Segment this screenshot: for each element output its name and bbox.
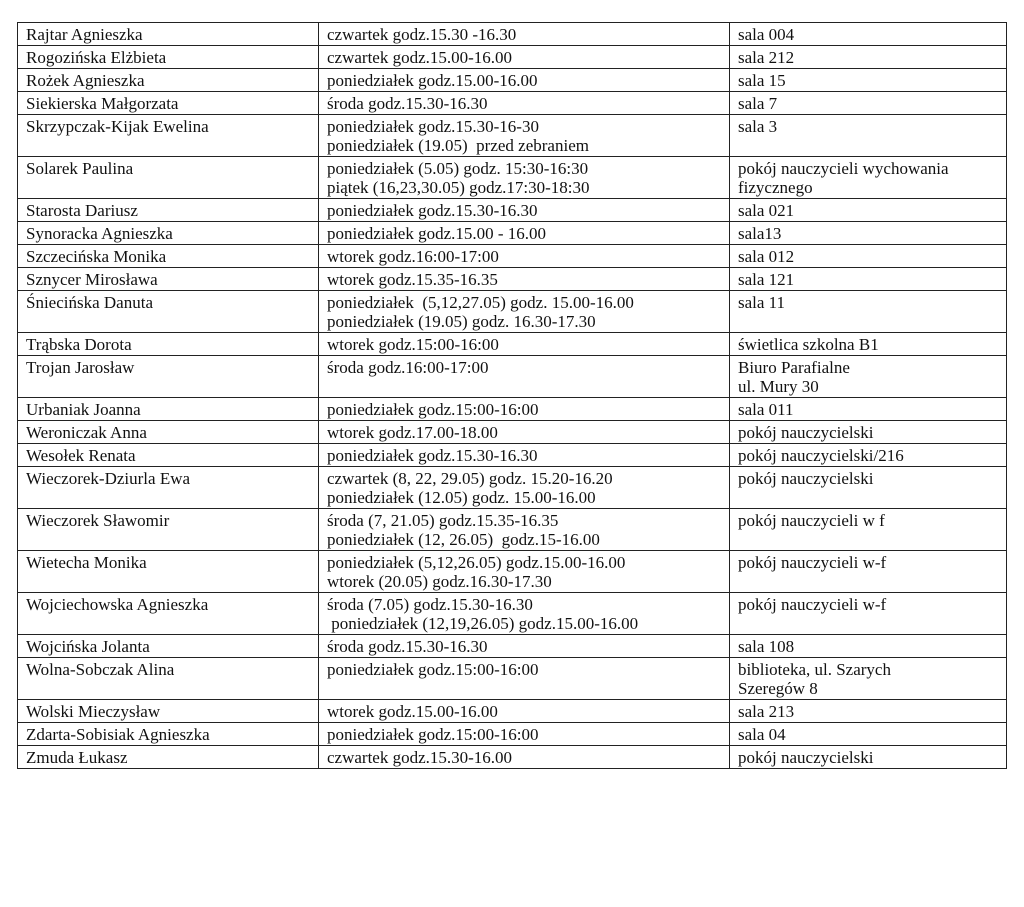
consultation-time-cell: [319, 398, 730, 421]
consultation-time-line: poniedziałek godz.15:00-16:00: [327, 660, 539, 679]
consultation-time-cell: [319, 268, 730, 291]
consultation-time-line: wtorek (20.05) godz.16.30-17.30: [327, 572, 552, 591]
consultation-time-line: poniedziałek godz.15:00-16:00: [327, 725, 539, 744]
teacher-name-cell: Wojciechowska Agnieszka: [18, 593, 319, 635]
consultation-time-cell: [319, 723, 730, 746]
teacher-name-cell: Weroniczak Anna: [18, 421, 319, 444]
consultation-time-cell: [319, 333, 730, 356]
table-row: [18, 333, 1007, 356]
table-row: [18, 509, 1007, 551]
room-cell: [730, 658, 1007, 700]
room-cell: [730, 46, 1007, 69]
room-cell: [730, 291, 1007, 333]
consultation-time-line: środa godz.16:00-17:00: [327, 358, 489, 377]
room-cell: [730, 222, 1007, 245]
table-row: [18, 157, 1007, 199]
consultation-time-cell: [319, 593, 730, 635]
consultation-time-cell: [319, 291, 730, 333]
consultation-time-line: czwartek (8, 22, 29.05) godz. 15.20-16.20: [327, 469, 613, 488]
consultation-time-line: czwartek godz.15.00-16.00: [327, 48, 513, 67]
consultation-time-line: poniedziałek (19.05) godz. 16.30-17.30: [327, 312, 596, 331]
consultation-time-cell: [319, 46, 730, 69]
table-row: [18, 245, 1007, 268]
consultation-time-cell: [319, 115, 730, 157]
room-cell: [730, 746, 1007, 769]
table-row: [18, 421, 1007, 444]
room-cell: [730, 635, 1007, 658]
consultation-time-line: środa godz.15.30-16.30: [327, 637, 488, 656]
consultation-time-line: poniedziałek (5,12,27.05) godz. 15.00-16.00: [327, 293, 634, 312]
room-cell: [730, 115, 1007, 157]
consultation-time-cell: [319, 509, 730, 551]
consultation-time-line: wtorek godz.16:00-17:00: [327, 247, 499, 266]
room-cell: [730, 509, 1007, 551]
table-row: [18, 467, 1007, 509]
room-line: sala 7: [738, 94, 778, 113]
room-line: sala 108: [738, 637, 795, 656]
room-cell: [730, 157, 1007, 199]
teacher-name-cell: Wietecha Monika: [18, 551, 319, 593]
table-row: [18, 658, 1007, 700]
table-row: [18, 551, 1007, 593]
consultation-time-cell: [319, 69, 730, 92]
table-row: [18, 291, 1007, 333]
room-line: sala 213: [738, 702, 795, 721]
table-row: [18, 222, 1007, 245]
table-row: [18, 746, 1007, 769]
teacher-name-cell: Śniecińska Danuta: [18, 291, 319, 333]
table-row: [18, 723, 1007, 746]
table-row: [18, 92, 1007, 115]
room-line: pokój nauczycieli w f: [738, 511, 885, 530]
room-line: pokój nauczycieli wychowania: [738, 159, 949, 178]
consultation-time-line: piątek (16,23,30.05) godz.17:30-18:30: [327, 178, 590, 197]
consultation-time-line: poniedziałek (5.05) godz. 15:30-16:30: [327, 159, 589, 178]
room-line: sala 15: [738, 71, 786, 90]
consultation-time-line: poniedziałek (19.05) przed zebraniem: [327, 136, 589, 155]
room-line: pokój nauczycielski/216: [738, 446, 904, 465]
table-row: [18, 635, 1007, 658]
consultation-time-line: poniedziałek godz.15.30-16.30: [327, 446, 538, 465]
teacher-name-cell: Rożek Agnieszka: [18, 69, 319, 92]
teacher-name-cell: Sznycer Mirosława: [18, 268, 319, 291]
teacher-name-cell: Wolski Mieczysław: [18, 700, 319, 723]
teacher-name-cell: Wolna-Sobczak Alina: [18, 658, 319, 700]
table-row: [18, 115, 1007, 157]
room-line: sala 011: [738, 400, 794, 419]
teacher-name-cell: Trąbska Dorota: [18, 333, 319, 356]
room-cell: [730, 23, 1007, 46]
table-row: [18, 444, 1007, 467]
teacher-name-cell: Zdarta-Sobisiak Agnieszka: [18, 723, 319, 746]
room-cell: [730, 723, 1007, 746]
teacher-name-cell: Wesołek Renata: [18, 444, 319, 467]
room-line: sala 3: [738, 117, 778, 136]
room-cell: [730, 356, 1007, 398]
room-line: pokój nauczycieli w-f: [738, 553, 887, 572]
table-row: [18, 593, 1007, 635]
table-row: [18, 46, 1007, 69]
teacher-name-cell: Wieczorek Sławomir: [18, 509, 319, 551]
consultation-time-cell: [319, 635, 730, 658]
room-line: sala 004: [738, 25, 795, 44]
consultation-time-cell: [319, 746, 730, 769]
consultation-time-line: czwartek godz.15.30 -16.30: [327, 25, 517, 44]
room-cell: [730, 268, 1007, 291]
room-line: pokój nauczycieli w-f: [738, 595, 887, 614]
room-cell: [730, 467, 1007, 509]
room-cell: [730, 333, 1007, 356]
table-row: [18, 268, 1007, 291]
consultation-time-line: poniedziałek godz.15.00-16.00: [327, 71, 538, 90]
teacher-name-cell: Szczecińska Monika: [18, 245, 319, 268]
teacher-name-cell: Wojcińska Jolanta: [18, 635, 319, 658]
room-line: sala 121: [738, 270, 795, 289]
table-body: [18, 23, 1007, 769]
consultation-time-cell: [319, 700, 730, 723]
room-line: pokój nauczycielski: [738, 423, 874, 442]
consultation-time-cell: [319, 444, 730, 467]
room-line: sala 11: [738, 293, 786, 312]
consultation-time-line: poniedziałek godz.15:00-16:00: [327, 400, 539, 419]
table-row: [18, 69, 1007, 92]
table-row: [18, 356, 1007, 398]
consultation-time-line: poniedziałek (5,12,26.05) godz.15.00-16.00: [327, 553, 626, 572]
room-cell: [730, 421, 1007, 444]
room-line: Biuro Parafialne: [738, 358, 850, 377]
teacher-name-cell: Urbaniak Joanna: [18, 398, 319, 421]
room-line: sala 012: [738, 247, 795, 266]
consultation-time-cell: [319, 356, 730, 398]
consultation-time-line: poniedziałek godz.15.00 - 16.00: [327, 224, 547, 243]
room-cell: [730, 199, 1007, 222]
consultation-time-line: poniedziałek godz.15.30-16.30: [327, 201, 538, 220]
teacher-name-cell: Starosta Dariusz: [18, 199, 319, 222]
consultation-time-line: czwartek godz.15.30-16.00: [327, 748, 513, 767]
consultation-time-line: poniedziałek (12, 26.05) godz.15-16.00: [327, 530, 600, 549]
consultation-time-cell: [319, 658, 730, 700]
consultation-time-line: wtorek godz.15:00-16:00: [327, 335, 499, 354]
consultation-time-cell: [319, 23, 730, 46]
consultation-time-line: środa (7.05) godz.15.30-16.30: [327, 595, 533, 614]
consultation-time-line: środa (7, 21.05) godz.15.35-16.35: [327, 511, 559, 530]
teacher-name-cell: Rogozińska Elżbieta: [18, 46, 319, 69]
room-line: świetlica szkolna B1: [738, 335, 879, 354]
room-line: sala13: [738, 224, 782, 243]
room-cell: [730, 398, 1007, 421]
consultation-time-cell: [319, 157, 730, 199]
table-row: [18, 199, 1007, 222]
room-line: sala 021: [738, 201, 795, 220]
teacher-name-cell: Synoracka Agnieszka: [18, 222, 319, 245]
room-cell: [730, 551, 1007, 593]
teacher-name-cell: Zmuda Łukasz: [18, 746, 319, 769]
teacher-name-cell: Skrzypczak-Kijak Ewelina: [18, 115, 319, 157]
room-cell: [730, 700, 1007, 723]
table-row: [18, 700, 1007, 723]
room-cell: [730, 92, 1007, 115]
teacher-name-cell: Solarek Paulina: [18, 157, 319, 199]
consultation-time-line: wtorek godz.17.00-18.00: [327, 423, 498, 442]
consultation-time-cell: [319, 199, 730, 222]
consultation-time-cell: [319, 551, 730, 593]
room-line: sala 212: [738, 48, 795, 67]
consultation-time-line: poniedziałek godz.15.30-16-30: [327, 117, 539, 136]
room-cell: [730, 245, 1007, 268]
consultation-time-line: poniedziałek (12.05) godz. 15.00-16.00: [327, 488, 596, 507]
table-row: [18, 398, 1007, 421]
room-line: pokój nauczycielski: [738, 469, 874, 488]
consultation-time-cell: [319, 421, 730, 444]
consultation-time-line: środa godz.15.30-16.30: [327, 94, 488, 113]
consultation-time-cell: [319, 222, 730, 245]
room-cell: [730, 69, 1007, 92]
teacher-name-cell: Wieczorek-Dziurla Ewa: [18, 467, 319, 509]
teacher-name-cell: Trojan Jarosław: [18, 356, 319, 398]
room-cell: [730, 444, 1007, 467]
room-line: sala 04: [738, 725, 786, 744]
room-line: pokój nauczycielski: [738, 748, 874, 767]
room-line: biblioteka, ul. Szarych: [738, 660, 891, 679]
teacher-name-cell: Rajtar Agnieszka: [18, 23, 319, 46]
room-cell: [730, 593, 1007, 635]
teacher-name-cell: Siekierska Małgorzata: [18, 92, 319, 115]
room-line: Szeregów 8: [738, 679, 818, 698]
room-line: ul. Mury 30: [738, 377, 819, 396]
consultation-time-line: wtorek godz.15.35-16.35: [327, 270, 498, 289]
consultation-time-line: wtorek godz.15.00-16.00: [327, 702, 498, 721]
consultation-time-cell: [319, 92, 730, 115]
room-line: fizycznego: [738, 178, 813, 197]
consultation-time-cell: [319, 467, 730, 509]
consultation-time-line: poniedziałek (12,19,26.05) godz.15.00-16.00: [327, 614, 639, 633]
table-row: [18, 23, 1007, 46]
consultation-schedule-table: [17, 22, 1007, 769]
consultation-time-cell: [319, 245, 730, 268]
